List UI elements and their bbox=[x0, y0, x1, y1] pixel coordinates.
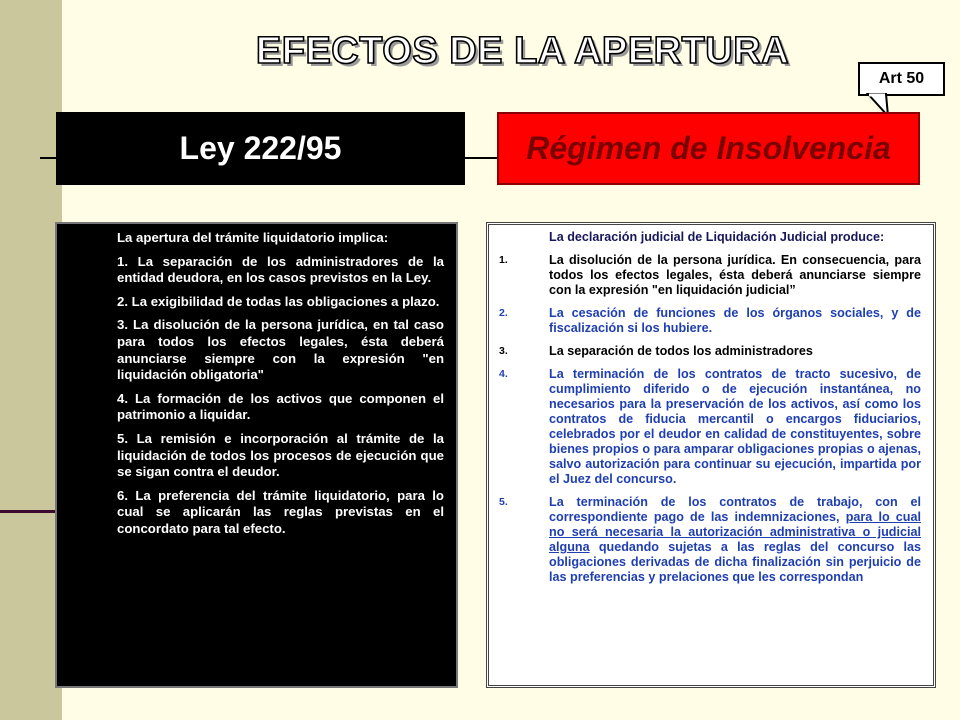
left-item-3: 3. La disolución de la persona jurídica, en tal caso para todos los efectos legales, ésta deberá anunciarse siempre con la expresión "en liquidación obligatoria" bbox=[117, 317, 444, 383]
decorative-side-bar bbox=[0, 0, 62, 720]
right-item-number: 1. bbox=[499, 254, 508, 266]
right-item-5-underlined-text: para lo cual no será necesaria la autorización administrativa o judicial alguna bbox=[549, 510, 921, 554]
left-item-1: 1. La separación de los administradores de la entidad deudora, en los casos previstos en la Ley. bbox=[117, 253, 444, 286]
right-item-text: La terminación de los contratos de tracto sucesivo, de cumplimiento diferido o de ejecución instantánea, no necesarios para la preservación de los activos, así como los contratos de fiducia mercantil o encargos fiduciarios, celebrados por el deudor en calidad de constituyentes, sobre bienes propios o para amparar obligaciones propias o ajenas, salvo autorización para continuar su ejecución, impartida por el Juez del concurso. bbox=[549, 367, 921, 486]
right-item-number: 4. bbox=[499, 368, 508, 380]
right-item-number: 3. bbox=[499, 345, 508, 357]
left-item-5: 5. La remisión e incorporación al trámite de la liquidación de todos los procesos de ejecución que se sigan contra el deudor. bbox=[117, 430, 444, 480]
header-ley-222: Ley 222/95 bbox=[56, 112, 465, 185]
right-item-5-text-end: quedando sujetas a las reglas del concurso las obligaciones derivadas de dicha finalización sin perjuicio de las preferencias y prelaciones que les correspondan bbox=[549, 540, 921, 584]
article-callout: Art 50 bbox=[858, 62, 945, 96]
header-connector-middle bbox=[465, 157, 499, 159]
left-item-4: 4. La formación de los activos que componen el patrimonio a liquidar. bbox=[117, 390, 444, 423]
right-item-number: 2. bbox=[499, 307, 508, 319]
right-item-5-text-start: La terminación de los contratos de trabajo, con el correspondiente pago de las indemnizaciones, bbox=[549, 495, 921, 524]
slide-title: EFECTOS DE LA APERTURA bbox=[255, 30, 790, 72]
left-panel-ley bbox=[55, 222, 458, 688]
left-item-2: 2. La exigibilidad de todas las obligaciones a plazo. bbox=[117, 293, 440, 309]
right-item-1 bbox=[497, 253, 921, 298]
right-item-number: 5. bbox=[499, 496, 508, 508]
right-panel-regimen bbox=[486, 222, 936, 688]
decorative-rule-line bbox=[0, 510, 56, 513]
right-item-text: La cesación de funciones de los órganos sociales, y de fiscalización si los hubiere. bbox=[549, 306, 921, 335]
right-intro: La declaración judicial de Liquidación Judicial produce: bbox=[549, 230, 885, 244]
header-regimen-insolvencia: Régimen de Insolvencia bbox=[497, 112, 920, 185]
left-item-6: 6. La preferencia del trámite liquidatorio, para lo cual se aplicarán las reglas previstas en el concordato para tal efecto. bbox=[117, 487, 444, 536]
right-item-2 bbox=[497, 306, 921, 336]
right-item-text bbox=[549, 495, 921, 585]
right-item-3 bbox=[497, 344, 921, 359]
left-intro: La apertura del trámite liquidatorio implica: bbox=[117, 230, 389, 245]
right-item-4 bbox=[497, 367, 921, 487]
right-item-text: La separación de todos los administradores bbox=[549, 344, 813, 358]
right-item-5 bbox=[497, 495, 921, 585]
right-item-text: La disolución de la persona jurídica. En consecuencia, para todos los efectos legales, ésta deberá anunciarse siempre con la expresión "en liquidación judicial” bbox=[549, 253, 921, 297]
